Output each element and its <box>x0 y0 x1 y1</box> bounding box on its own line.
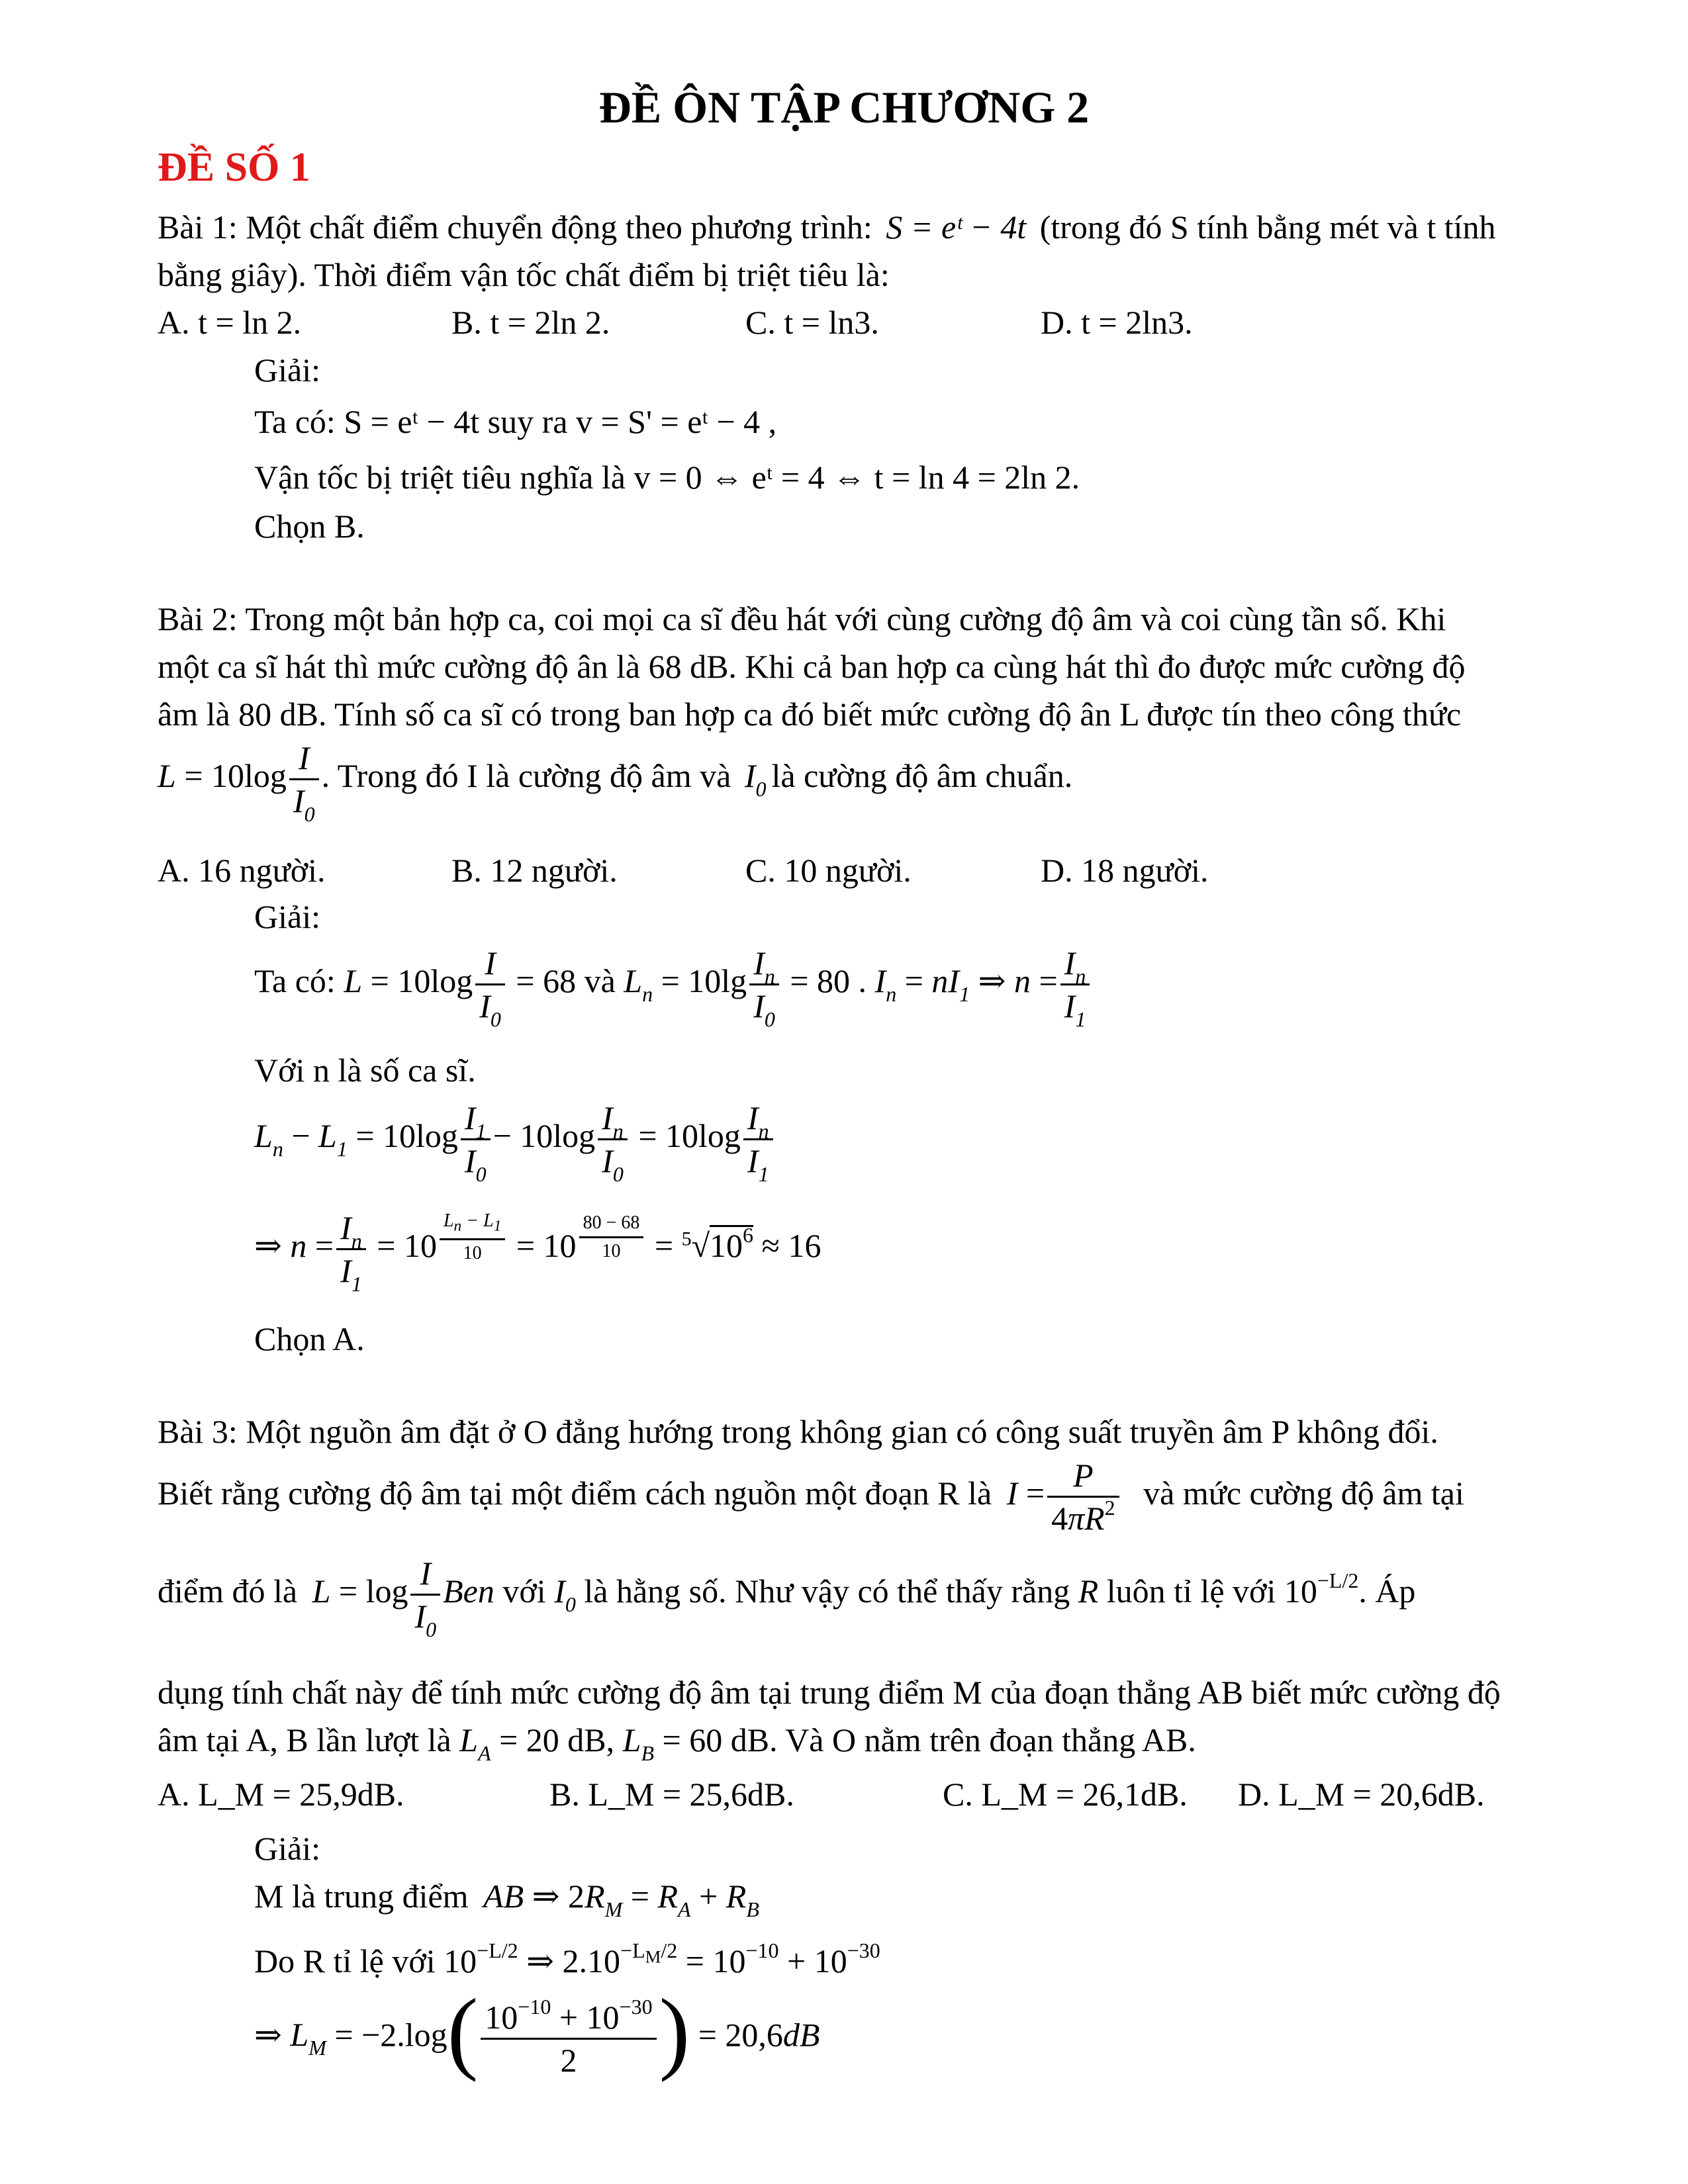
problem-3-line-5: âm tại A, B lần lượt là $L_A = 20$ dB, $L_B = 60$ dB. Và O nằm trên đoạn thẳng AB. <box>158 1721 1196 1765</box>
answer-b: B. L_M = 25,6dB. <box>549 1776 794 1813</box>
solution-step: Ta có: L = 10log $\frac{I}{I_0}$ = 68 và $L_n = 10\lg$ $\frac{I_n}{I_0}$ = 80 . $I_n = nI_1$ ⇒ n = $\frac{I_n}{I_1}$ <box>254 946 1092 1023</box>
answer-a: A. t = ln 2. <box>158 304 302 341</box>
problem-1-line-1: Bài 1: Một chất điểm chuyển động theo phương trình: S = eᵗ − 4t (trong đó S tính bằng mét và t tính <box>158 208 1496 246</box>
solution-step: ⇒ n = $\frac{I_n}{I_1}$ = 10 $^{\frac{L_n - L_1}{10}}$ = 10 $^{\frac{80 - 68}{10}}$ = $^5√10^6 \approx 16$ <box>254 1209 821 1296</box>
answer-d: D. t = 2ln3. <box>1041 304 1193 341</box>
problem-3-line-1: Bài 3: Một nguồn âm đặt ở O đẳng hướng trong không gian có công suất truyền âm P không đổi. <box>158 1413 1438 1450</box>
solution-step: ⇒ $L_M = -2.\log$( $\frac{10^{-10} + 10^{-30}}{2}$ ) = 20,6dB <box>254 1980 820 2083</box>
page-title: ĐỀ ÔN TẬP CHƯƠNG 2 <box>598 82 1090 132</box>
problem-3-line-2: Biết rằng cường độ âm tại một điểm cách nguồn một đoạn R là I = $\frac{P}{4\pi R^2}$ và mức cường độ âm tại <box>158 1457 1464 1537</box>
fraction: $\frac{I}{I_0}$ <box>289 741 319 817</box>
answer-c: C. 10 người. <box>745 852 912 889</box>
chosen-answer: Chọn A. <box>254 1320 365 1357</box>
solution-step: Do R tỉ lệ với $10^{-L/2}$ ⇒ $2.10^{-L_M/2} = 10^{-10} + 10^{-30}$ <box>254 1938 880 1979</box>
problem-2-line-1: Bài 2: Trong một bản hợp ca, coi mọi ca sĩ đều hát với cùng cường độ âm và coi cùng tần số. Khi <box>158 600 1446 637</box>
section-heading: ĐỀ SỐ 1 <box>158 145 310 190</box>
answer-c: C. L_M = 26,1dB. <box>943 1776 1188 1813</box>
problem-2-formula-line: L = 10log $\frac{I}{I_0}$ . Trong đó I là cường độ âm và $I_0$ là cường độ âm chuẩn. <box>158 739 1073 826</box>
problem-3-line-3: điểm đó là L = log $\frac{I}{I_0}$ Ben với $I_0$ là hằng số. Như vậy có thể thấy rằng R luôn tỉ lệ với $10^{-L/2}$. Áp <box>158 1555 1416 1641</box>
equation: S = eᵗ − 4t <box>886 208 1027 246</box>
solution-label: Giải: <box>254 1830 320 1867</box>
solution-note: Với n là số ca sĩ. <box>254 1052 476 1089</box>
problem-2-line-2: một ca sĩ hát thì mức cường độ ân là 68 dB. Khi cả ban hợp ca cùng hát thì đo được mức cường độ <box>158 648 1466 685</box>
answer-d: D. L_M = 20,6dB. <box>1238 1776 1485 1813</box>
answer-b: B. 12 người. <box>451 852 618 889</box>
solution-step: $L_n - L_1 = 10\log$ $\frac{I_1}{I_0}$ − 10log $\frac{I_n}{I_0}$ = 10log $\frac{I_n}{I_1}$ <box>254 1101 776 1177</box>
solution-label: Giải: <box>254 898 320 935</box>
problem-3-line-4: dụng tính chất này để tính mức cường độ âm tại trung điểm M của đoạn thẳng AB biết mức cường độ <box>158 1674 1501 1711</box>
problem-1-line-2: bằng giây). Thời điểm vận tốc chất điểm bị triệt tiêu là: <box>158 256 890 293</box>
solution-step: M là trung điểm AB ⇒ $2R_M = R_A + R_B$ <box>254 1878 759 1921</box>
problem-2-line-3: âm là 80 dB. Tính số ca sĩ có trong ban hợp ca đó biết mức cường độ ân L được tín theo công thức <box>158 696 1462 733</box>
solution-step: Ta có: S = eᵗ − 4t suy ra v = S' = eᵗ − 4 , <box>254 403 777 440</box>
solution-step: Vận tốc bị triệt tiêu nghĩa là v = 0 ⇔ eᵗ = 4 ⇔ t = ln 4 = 2ln 2. <box>254 459 1080 496</box>
answer-b: B. t = 2ln 2. <box>451 304 610 341</box>
solution-label: Giải: <box>254 351 320 388</box>
answer-a: A. 16 người. <box>158 852 326 889</box>
answer-c: C. t = ln3. <box>745 304 879 341</box>
chosen-answer: Chọn B. <box>254 508 365 545</box>
answer-a: A. L_M = 25,9dB. <box>158 1776 404 1813</box>
answer-d: D. 18 người. <box>1041 852 1209 889</box>
